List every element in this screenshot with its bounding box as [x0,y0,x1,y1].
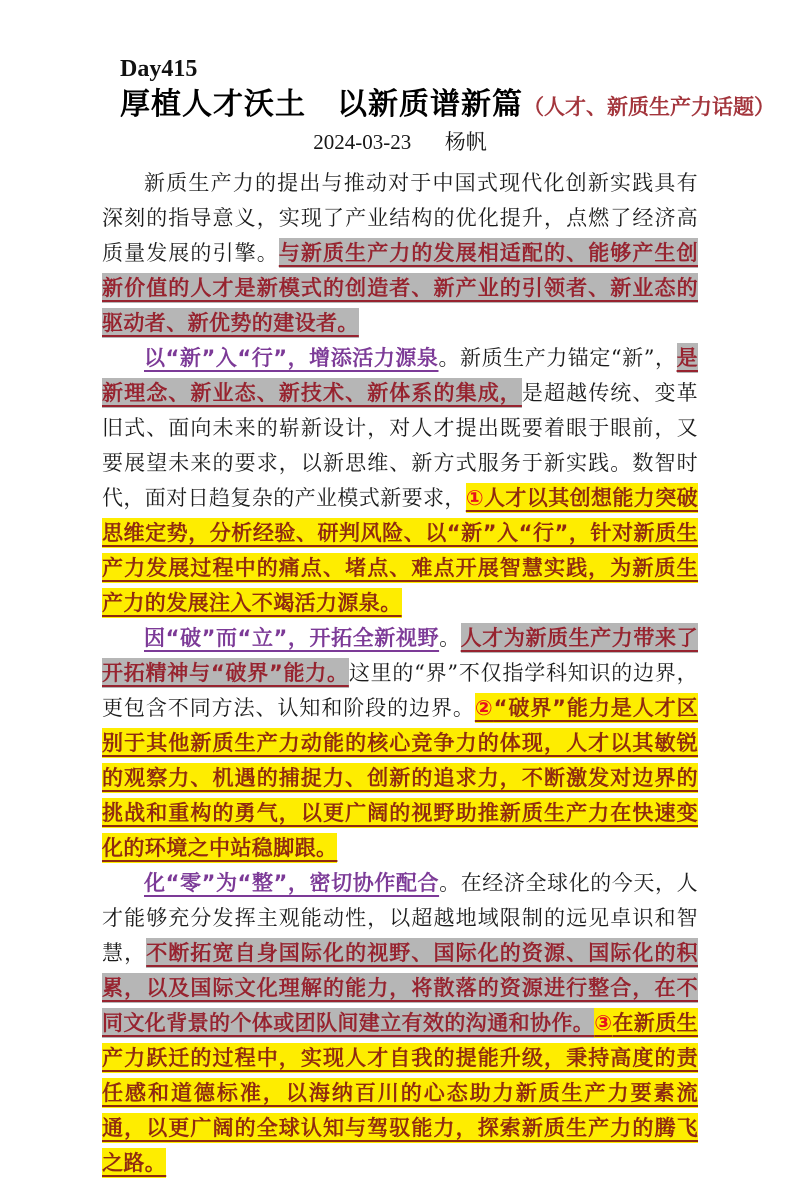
text-segment-body: 是超越传统、变革旧式、面向未来的崭新设计，对人才提出既要着眼于眼前，又要展望未来的要求，以新思维、新方式服务于新实践。数智时代，面对日趋复杂的产业模式新要求， [102,381,698,511]
text-segment-gray: 不断拓宽自身国际化的视野、国际化的资源、国际化的积累，以及国际文化理解的能力，将散落的资源进行整合，在不同文化背景的个体或团队间建立有效的沟通和协作。 [102,938,698,1038]
text-segment-yellow: “破界”能力是人才区别于其他新质生产力动能的核心竞争力的体现，人才以其敏锐的观察力、机遇的捕捉力、创新的追求力，不断激发对边界的挑战和重构的勇气，以更广阔的视野助推新质生产力在快速变化的环境之中站稳脚跟。 [102,693,698,863]
page-title-topic-tag: （人才、新质生产力话题） [523,94,775,119]
text-segment-purple: 以“新”入“行”，增添活力源泉 [144,346,439,371]
day-label: Day415 [120,56,198,82]
page-title-text: 厚植人才沃土 以新质谱新篇 [120,86,523,122]
text-segment-body: 这里的“界”不仅指学科知识的边界，更包含不同方法、认知和阶段的边界。 [102,661,698,721]
text-segment-purple: 化“零”为“整”，密切协作配合 [144,871,440,896]
article-body [102,166,698,1181]
byline [102,129,698,156]
text-segment-num: ③ [594,1008,612,1038]
text-segment-body: 。新质生产力锚定“新”， [438,346,677,371]
text-segment-body: 。在经济全球化的今天，人才能够充分发挥主观能动性，以超越地域限制的远见卓识和智慧， [102,871,698,966]
text-segment-num: ② [475,693,494,723]
text-segment-gray: 是新理念、新业态、新技术、新体系的集成， [102,343,698,408]
text-segment-gray: 人才为新质生产力带来了开拓精神与“破界”能力。 [102,623,698,688]
page-title [120,86,775,124]
text-segment-gray: 与新质生产力的发展相适配的、能够产生创新价值的人才是新模式的创造者、新产业的引领者、新业态的驱动者、新优势的建设者。 [102,238,698,338]
paragraph [102,621,698,866]
text-segment-body: 。 [439,626,461,651]
text-segment-purple: 因“破”而“立”，开拓全新视野 [144,626,440,651]
paragraph [102,166,698,341]
text-segment-body: 新质生产力的提出与推动对于中国式现代化创新实践具有深刻的指导意义，实现了产业结构的优化提升，点燃了经济高质量发展的引擎。 [102,171,698,266]
text-segment-yellow: 在新质生产力跃迁的过程中，实现人才自我的提能升级，秉持高度的责任感和道德标准，以海纳百川的心态助力新质生产力要素流通，以更广阔的全球认知与驾驭能力，探索新质生产力的腾飞之路。 [102,1008,698,1178]
text-segment-yellow: 人才以其创想能力突破思维定势，分析经验、研判风险、以“新”入“行”，针对新质生产力发展过程中的痛点、堵点、难点开展智慧实践，为新质生产力的发展注入不竭活力源泉。 [102,483,698,618]
paragraph [102,866,698,1181]
text-segment-num: ① [466,483,484,513]
author-name: 杨帆 [444,130,487,155]
publish-date: 2024-03-23 [313,130,412,155]
paragraph [102,341,698,621]
